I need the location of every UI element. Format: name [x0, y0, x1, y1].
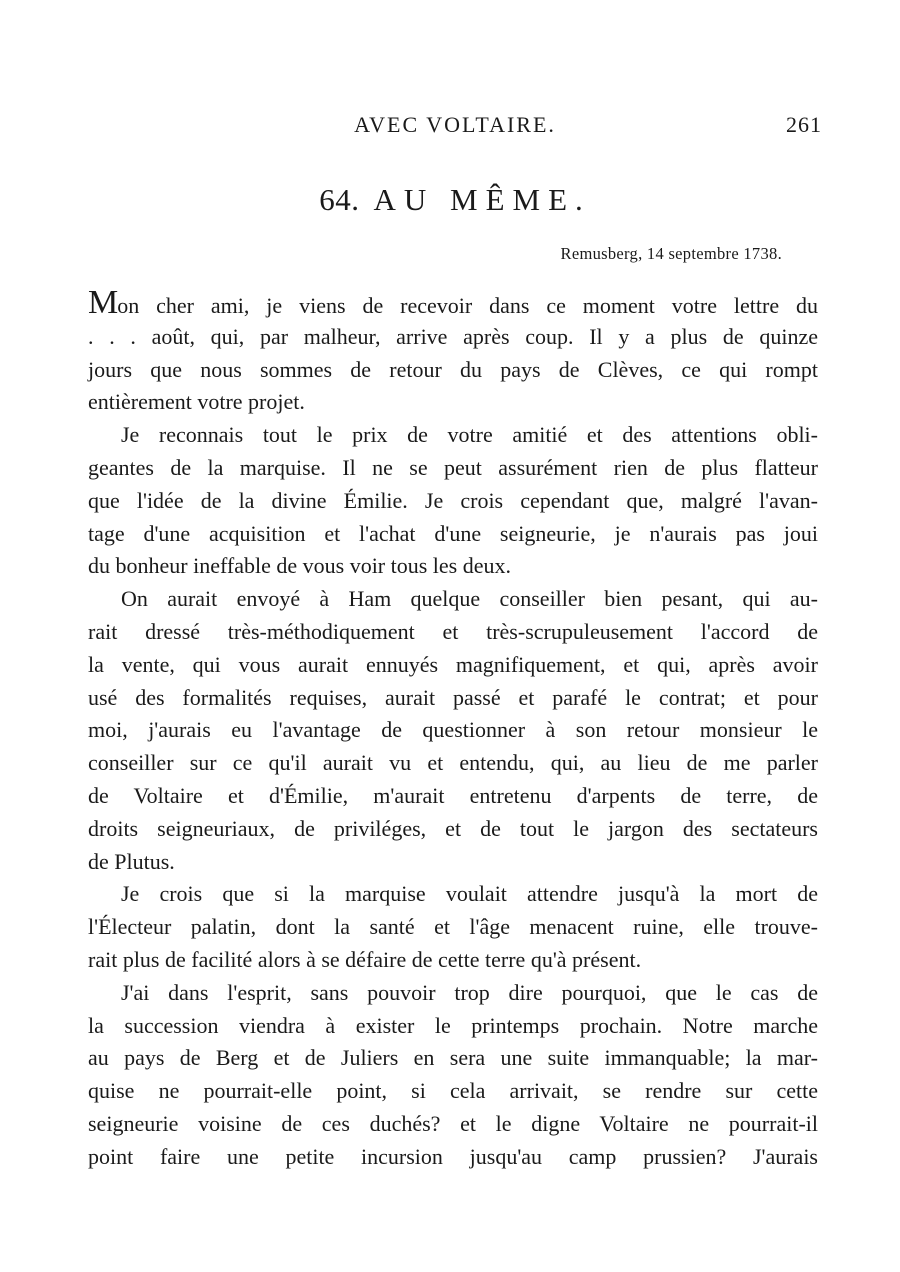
- text-line: On aurait envoyé à Ham quelque conseiller bien pesant, qui au-: [121, 586, 818, 612]
- text-line: Mon cher ami, je viens de recevoir dans ce moment votre lettre du: [88, 284, 818, 321]
- dateline: Remusberg, 14 septembre 1738.: [560, 244, 782, 263]
- text-line: de Plutus.: [88, 848, 175, 874]
- letter-title: AU MÊME.: [373, 182, 591, 217]
- text-line: que l'idée de la divine Émilie. Je crois cependant que, malgré l'avan-: [88, 487, 818, 513]
- text-line: J'ai dans l'esprit, sans pouvoir trop dire pourquoi, que le cas de: [121, 979, 818, 1005]
- page-number: 261: [786, 112, 822, 137]
- paragraph-5: [88, 977, 818, 1174]
- text-line: au pays de Berg et de Juliers en sera une suite immanquable; la mar-: [88, 1045, 818, 1071]
- text-line: tage d'une acquisition et l'achat d'une seigneurie, je n'aurais pas joui: [88, 520, 818, 546]
- text-line: usé des formalités requises, aurait passé et parafé le contrat; et pour: [88, 684, 818, 710]
- text-line: la succession viendra à exister le printemps prochain. Notre marche: [88, 1012, 818, 1038]
- text-line: point faire une petite incursion jusqu'au camp prussien? J'aurais: [88, 1143, 818, 1169]
- letter-number: 64.: [319, 182, 360, 217]
- text-line: la vente, qui vous aurait ennuyés magnifiquement, et qui, après avoir: [88, 651, 818, 677]
- text-line: de Voltaire et d'Émilie, m'aurait entretenu d'arpents de terre, de: [88, 782, 818, 808]
- text-line: quise ne pourrait-elle point, si cela arrivait, se rendre sur cette: [88, 1078, 818, 1104]
- text-line: rait dressé très-méthodiquement et très-scrupuleusement l'accord de: [88, 618, 818, 644]
- text-line: du bonheur ineffable de vous voir tous les deux.: [88, 553, 512, 579]
- paragraph-1: [88, 284, 818, 419]
- text-line: moi, j'aurais eu l'avantage de questionner à son retour monsieur le: [88, 717, 818, 743]
- text-line: jours que nous sommes de retour du pays de Clèves, ce qui rompt: [88, 356, 818, 382]
- text-line: . . . août, qui, par malheur, arrive après coup. Il y a plus de quinze: [88, 323, 818, 349]
- text-line: geantes de la marquise. Il ne se peut assurément rien de plus flatteur: [88, 454, 818, 480]
- text-line: conseiller sur ce qu'il aurait vu et entendu, qui, au lieu de me parler: [88, 750, 818, 776]
- text-line: droits seigneuriaux, de priviléges, et de tout le jargon des sectateurs: [88, 815, 818, 841]
- text-line: Je reconnais tout le prix de votre amitié et des attentions obli-: [121, 422, 818, 448]
- text-line: l'Électeur palatin, dont la santé et l'âge menacent ruine, elle trouve-: [88, 914, 818, 940]
- paragraph-4: [88, 878, 818, 976]
- drop-cap: M: [88, 284, 118, 321]
- running-title: AVEC VOLTAIRE.: [354, 112, 556, 137]
- paragraph-3: [88, 583, 818, 878]
- paragraph-2: [88, 419, 818, 583]
- running-head: [88, 112, 822, 144]
- text-line: Je crois que si la marquise voulait attendre jusqu'à la mort de: [121, 881, 818, 907]
- letter-body: [88, 284, 818, 1174]
- letter-heading: [88, 182, 822, 218]
- text-line: rait plus de facilité alors à se défaire de cette terre qu'à présent.: [88, 946, 642, 972]
- text-line: seigneurie voisine de ces duchés? et le digne Voltaire ne pourrait-il: [88, 1110, 818, 1136]
- text-line: entièrement votre projet.: [88, 389, 305, 415]
